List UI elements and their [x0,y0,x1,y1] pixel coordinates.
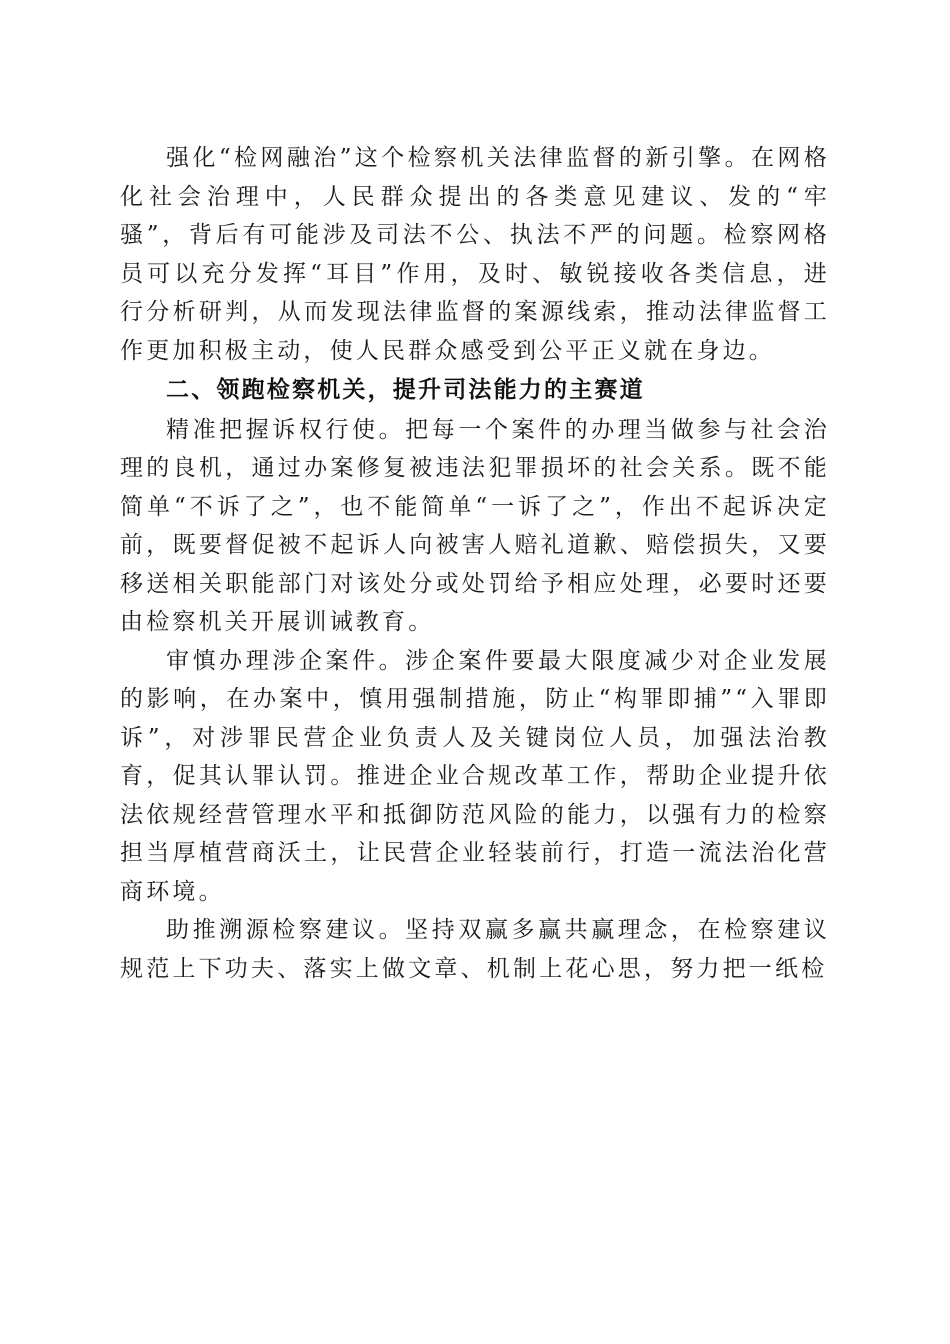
paragraph-jianwang-rongzhi: 强化“检网融治”这个检察机关法律监督的新引擎。在网格化社会治理中，人民群众提出的各类意见建议、发的“牢骚”，背后有可能涉及司法不公、执法不严的问题。检察网格员可以充分发挥“耳目”作用，及时、敏锐接收各类信息，进行分析研判，从而发现法律监督的案源线索，推动法律监督工作更加积极主动，使人民群众感受到公平正义就在身边。 [120,145,830,364]
section-heading-2: 二、领跑检察机关，提升司法能力的主赛道 [166,377,645,403]
paragraph-enterprise-cases: 审慎办理涉企案件。涉企案件要最大限度减少对企业发展的影响，在办案中，慎用强制措施，防止“构罪即捕”“入罪即诉”，对涉罪民营企业负责人及关键岗位人员，加强法治教育，促其认罪认罚。推进企业合规改革工作，帮助企业提升依法依规经营管理水平和抵御防范风险的能力，以强有力的检察担当厚植营商沃土，让民营企业轻装前行，打造一流法治化营商环境。 [120,647,830,905]
paragraph-prosecution-rights: 精准把握诉权行使。把每一个案件的办理当做参与社会治理的良机，通过办案修复被违法犯罪损坏的社会关系。既不能简单“不诉了之”，也不能简单“一诉了之”，作出不起诉决定前，既要督促被不起诉人向被害人赔礼道歉、赔偿损失，又要移送相关职能部门对该处分或处罚给予相应处理，必要时还要由检察机关开展训诫教育。 [120,416,830,635]
document-body [120,139,830,988]
paragraph-procuratorial-suggestions: 助推溯源检察建议。坚持双赢多赢共赢理念，在检察建议规范上下功夫、落实上做文章、机制上花心思，努力把一纸检 [120,917,830,982]
